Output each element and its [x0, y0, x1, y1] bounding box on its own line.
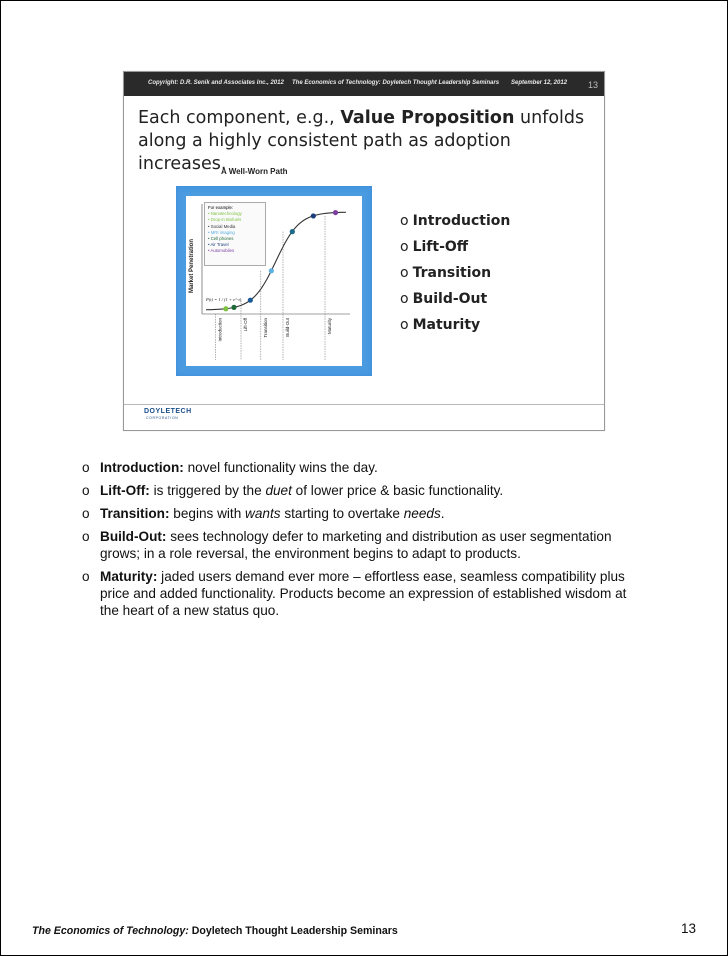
doyletech-logo-sub: CORPORATION — [146, 416, 179, 420]
stage-label: Lift-Off — [243, 318, 248, 332]
stage-label: Transition — [262, 318, 268, 338]
slide-bullet: o Maturity — [400, 317, 481, 333]
slide-bullet: o Transition — [400, 265, 492, 281]
figure-frame — [176, 186, 372, 376]
note-transition: o Transition: begins with wants starting to overtake needs. — [82, 506, 445, 521]
slide-bullet: o Lift-Off — [400, 239, 469, 255]
legend-item: • Air Travel — [208, 242, 229, 248]
note-maturity: o Maturity: jaded users demand ever more – effortless ease, seamless compatibility plus price and added functionality. Products become an expression of established wisdom at the heart of a new status quo. — [82, 569, 627, 618]
stage-label: Introduction — [217, 318, 223, 342]
curve-point — [223, 306, 228, 311]
stage-label: Maturity — [327, 318, 332, 335]
curve-point — [290, 229, 295, 234]
legend-item: • Automobiles — [208, 248, 235, 254]
slide-bullet: o Introduction — [400, 213, 511, 229]
slide-date: September 12, 2012 — [511, 80, 568, 86]
legend-item: • MRI imaging — [208, 229, 235, 235]
y-axis-label: Market Penetration — [189, 238, 195, 294]
slide-title: Each component, e.g., Value Proposition unfolds along a highly consistent path as adoption increases. — [138, 108, 585, 174]
slide-header — [124, 72, 604, 96]
legend-title: For example: — [208, 205, 234, 210]
curve-point — [231, 305, 236, 310]
page-footer-title: The Economics of Technology: Doyletech Thought Leadership Seminars — [32, 925, 398, 937]
curve-point — [333, 210, 338, 215]
note-build-out: o Build-Out: sees technology defer to marketing and distribution as user segmentation grows; in a role reversal, the environment begins to adapt to products. — [82, 529, 612, 561]
doyletech-logo: DOYLETECH — [144, 408, 192, 415]
curve-point — [269, 268, 274, 273]
page-number: 13 — [680, 921, 696, 936]
legend-item: • Cell phones — [208, 236, 234, 242]
slide-number: 13 — [587, 80, 598, 90]
slide-bullets — [400, 208, 510, 338]
stage-label: Build-Out — [285, 318, 290, 337]
curve-point — [311, 213, 316, 218]
slide-series: The Economics of Technology: Doyletech Thought Leadership Seminars — [292, 80, 500, 86]
slide-image — [123, 71, 605, 431]
note-lift-off: o Lift-Off: is triggered by the duet of lower price & basic functionality. — [82, 483, 504, 498]
legend-item: • Social Media — [208, 223, 236, 229]
curve-point — [248, 298, 253, 303]
note-introduction: o Introduction: novel functionality wins the day. — [82, 460, 378, 475]
slide-bullet: o Build-Out — [400, 291, 488, 307]
slide-copyright: Copyright: D.R. Senik and Associates Inc., 2012 — [148, 80, 284, 86]
legend-item: • Nanotechnology — [208, 211, 242, 217]
notes-list — [78, 459, 648, 625]
figure-caption: A Well-Worn Path — [221, 167, 288, 176]
figure-plot-area — [186, 196, 362, 366]
legend-item: • Drop-in Biofuels — [208, 217, 242, 223]
formula-label: P(t) = 1 / (1 + e^-t) — [206, 297, 242, 302]
legend-box — [204, 202, 266, 266]
slide-footer-divider — [124, 404, 604, 405]
